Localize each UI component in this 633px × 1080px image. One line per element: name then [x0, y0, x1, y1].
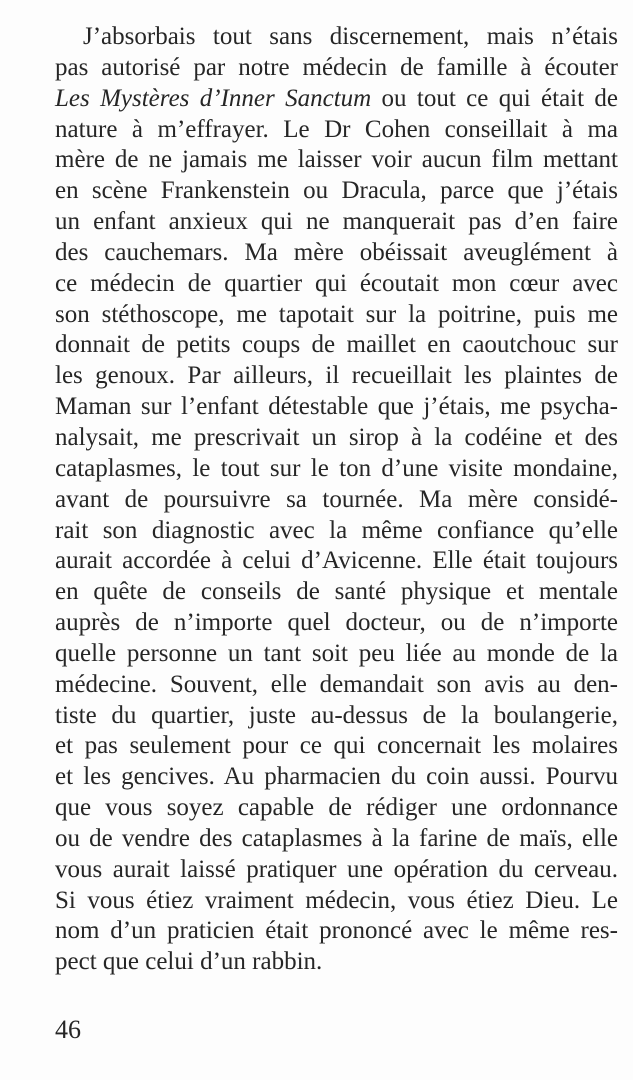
text-segment: Si vous étiez vraiment médecin, vous étiez Dieu. Le — [55, 886, 618, 914]
text-segment: son stéthoscope, me tapotait sur la poitrine, puis me — [55, 300, 618, 328]
text-line — [55, 762, 618, 793]
text-segment: aurait accordée à celui d’Avicenne. Elle était toujours — [55, 547, 618, 575]
text-segment: les genoux. Par ailleurs, il recueillait les plaintes de — [55, 362, 618, 390]
paragraph — [55, 22, 618, 978]
text-segment: mère de ne jamais me laisser voir aucun film mettant — [55, 146, 618, 174]
text-segment: auprès de n’importe quel docteur, ou de n’importe — [55, 609, 618, 637]
text-line — [55, 947, 618, 978]
text-segment: que vous soyez capable de rédiger une ordonnance — [55, 794, 618, 822]
text-line — [55, 886, 618, 917]
text-segment: ce médecin de quartier qui écoutait mon cœur avec — [55, 269, 618, 297]
text-segment: et les gencives. Au pharmacien du coin aussi. Pourvu — [55, 763, 618, 791]
text-line — [55, 454, 618, 485]
text-line — [55, 731, 618, 762]
text-segment: J’absorbais tout sans discernement, mais n’étais — [83, 23, 618, 50]
text-segment: ou tout ce qui était de — [371, 84, 619, 112]
text-segment: pect que celui d’un rabbin. — [55, 948, 323, 976]
text-segment: en scène Frankenstein ou Dracula, parce que j’étais — [55, 177, 618, 205]
text-line — [55, 300, 618, 331]
text-line — [55, 793, 618, 824]
text-line — [55, 207, 618, 238]
text-line — [55, 115, 618, 146]
text-segment: nom d’un praticien était prononcé avec le même res- — [55, 917, 618, 945]
text-segment: vous aurait laissé pratiquer une opération du cerveau. — [55, 855, 618, 883]
text-line — [55, 269, 618, 300]
text-line — [55, 423, 618, 454]
text-segment: Maman sur l’enfant détestable que j’étais, me psycha- — [55, 393, 618, 421]
text-segment: rait son diagnostic avec la même confiance qu’elle — [55, 516, 618, 544]
text-line — [55, 577, 618, 608]
text-line — [55, 176, 618, 207]
text-line — [55, 639, 618, 670]
text-line — [55, 485, 618, 516]
text-segment: ou de vendre des cataplasmes à la farine de maïs, elle — [55, 824, 618, 852]
text-segment: médecine. Souvent, elle demandait son avis au den- — [55, 670, 618, 698]
text-line — [55, 516, 618, 547]
text-segment: nalysait, me prescrivait un sirop à la codéine et des — [55, 423, 618, 451]
text-line — [55, 238, 618, 269]
text-line — [55, 84, 618, 115]
text-segment: nature à m’effrayer. Le Dr Cohen conseillait à ma — [55, 115, 618, 143]
text-line — [55, 53, 618, 84]
text-segment: et pas seulement pour ce qui concernait les molaires — [55, 732, 618, 760]
text-line — [55, 361, 618, 392]
text-line — [55, 855, 618, 886]
text-segment: quelle personne un tant soit peu liée au monde de la — [55, 639, 618, 667]
text-segment: pas autorisé par notre médecin de famille à écouter — [55, 53, 618, 81]
page-number: 46 — [55, 1015, 81, 1044]
text-segment: cataplasmes, le tout sur le ton d’une visite mondaine, — [55, 454, 618, 482]
text-line — [55, 608, 618, 639]
text-segment: avant de poursuivre sa tournée. Ma mère considé- — [55, 485, 618, 513]
text-segment: un enfant anxieux qui ne manquerait pas d’en faire — [55, 208, 618, 236]
text-segment: des cauchemars. Ma mère obéissait aveuglément à — [55, 238, 618, 266]
text-line — [55, 824, 618, 855]
book-title-italic: Les Mystères d’Inner Sanctum — [55, 84, 372, 112]
text-line — [55, 392, 618, 423]
text-line — [55, 916, 618, 947]
text-line — [55, 22, 618, 53]
text-line — [55, 145, 618, 176]
text-segment: tiste du quartier, juste au-dessus de la boulangerie, — [55, 701, 618, 729]
text-segment: en quête de conseils de santé physique et mentale — [55, 578, 618, 606]
text-line — [55, 330, 618, 361]
text-line — [55, 546, 618, 577]
text-line — [55, 701, 618, 732]
text-line — [55, 670, 618, 701]
text-segment: donnait de petits coups de maillet en caoutchouc sur — [55, 331, 618, 359]
